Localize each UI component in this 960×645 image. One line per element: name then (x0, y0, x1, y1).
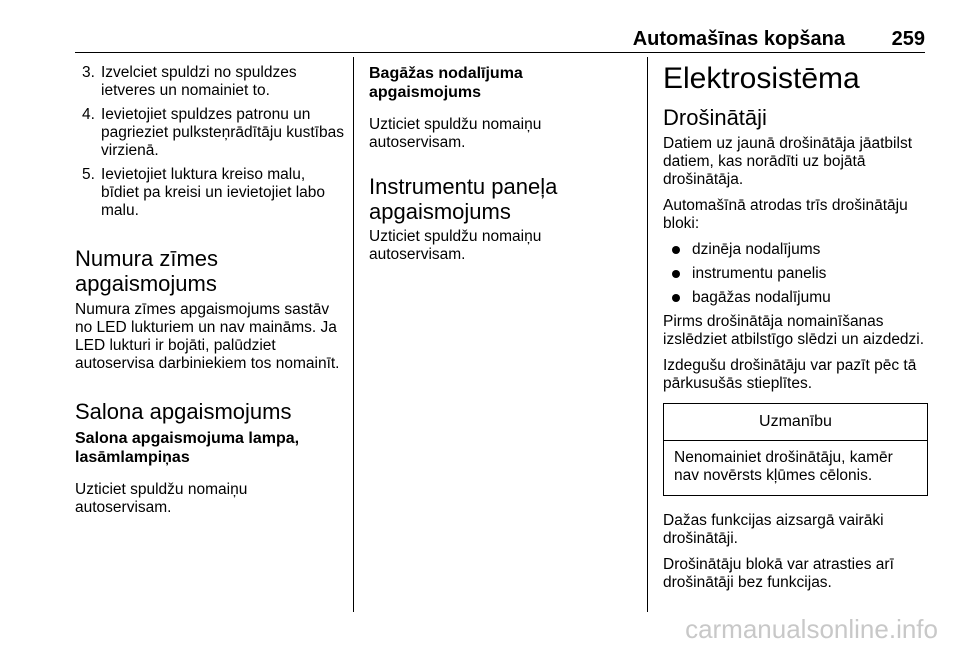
bullet-text: instrumentu panelis (692, 265, 827, 282)
fuses-heading: Drošinātāji (663, 105, 767, 130)
fuses-para-5: Dažas funkcijas aizsargā vairāki drošinātāji. (663, 512, 884, 547)
fuses-para-3: Pirms drošinātāja nomainīšanas izslēdziet atbilstīgo slēdzi un aizdedzi. (663, 313, 925, 348)
fuses-para-1: Datiem uz jaunā drošinātāja jāatbilst datiem, kas norādīti uz bojātā drošinātāja. (663, 135, 912, 188)
column-3 (663, 64, 928, 600)
bullet-text: bagāžas nodalījumu (692, 289, 831, 306)
fuse-box-list (663, 241, 928, 307)
list-item (663, 241, 928, 259)
interior-light-heading: Salona apgaismojums (75, 399, 292, 424)
page-header (75, 28, 925, 50)
step-number: 4. (82, 106, 95, 123)
header-rule (75, 52, 925, 53)
trunk-light-text: Uzticiet spuldžu nomaiņu autoservisam. (369, 116, 542, 151)
list-item (75, 166, 345, 220)
step-text: Ievietojiet luktura kreiso malu, bīdiet pa kreisi un ievietojiet labo malu. (101, 166, 326, 219)
page-number: 259 (891, 28, 925, 50)
instrument-panel-light-text: Uzticiet spuldžu nomaiņu autoservisam. (369, 228, 542, 263)
instrument-panel-light-heading: Instrumentu paneļa apgaismojums (369, 174, 558, 224)
interior-light-subheading: Salona apgaismojuma lampa, lasāmlampiņas (75, 430, 300, 466)
fuses-para-4: Izdegušu drošinātāju var pazīt pēc tā pārkusušās stieplītes. (663, 357, 917, 392)
chapter-heading: Elektrosistēma (663, 62, 860, 95)
bullet-icon (672, 246, 680, 254)
column-divider-1 (353, 57, 354, 612)
steps-list (75, 64, 345, 220)
caution-box (663, 403, 928, 496)
caution-text: Nenomainiet drošinātāju, kamēr nav novērsts kļūmes cēlonis. (674, 449, 893, 484)
watermark: carmanualsonline.info (685, 614, 938, 644)
step-number: 5. (82, 166, 95, 183)
plate-light-text: Numura zīmes apgaismojums sastāv no LED lukturiem un nav maināms. Ja LED lukturi ir bojāti, palūdziet autoservisa darbiniekiem tos nomainīt. (75, 301, 340, 372)
list-item (663, 289, 928, 307)
running-title: Automašīnas kopšana (632, 28, 845, 50)
step-number: 3. (82, 64, 95, 81)
step-text: Izvelciet spuldzi no spuldzes ietveres un nomainiet to. (101, 64, 297, 99)
fuses-para-2: Automašīnā atrodas trīs drošinātāju bloki: (663, 197, 908, 232)
bullet-icon (672, 270, 680, 278)
column-1 (75, 64, 345, 525)
list-item (75, 106, 345, 160)
bullet-text: dzinēja nodalījums (692, 241, 821, 258)
list-item (663, 265, 928, 283)
column-divider-2 (647, 57, 648, 612)
caution-title: Uzmanību (664, 404, 927, 441)
bullet-icon (672, 294, 680, 302)
step-text: Ievietojiet spuldzes patronu un pagrieziet pulksteņrādītāju kustības virzienā. (101, 106, 344, 159)
interior-light-text: Uzticiet spuldžu nomaiņu autoservisam. (75, 481, 248, 516)
trunk-light-heading: Bagāžas nodalījuma apgaismojums (369, 65, 523, 101)
column-2 (369, 64, 639, 272)
fuses-para-6: Drošinātāju blokā var atrasties arī drošinātāji bez funkcijas. (663, 556, 894, 591)
plate-light-heading: Numura zīmes apgaismojums (75, 246, 219, 296)
list-item (75, 64, 345, 100)
